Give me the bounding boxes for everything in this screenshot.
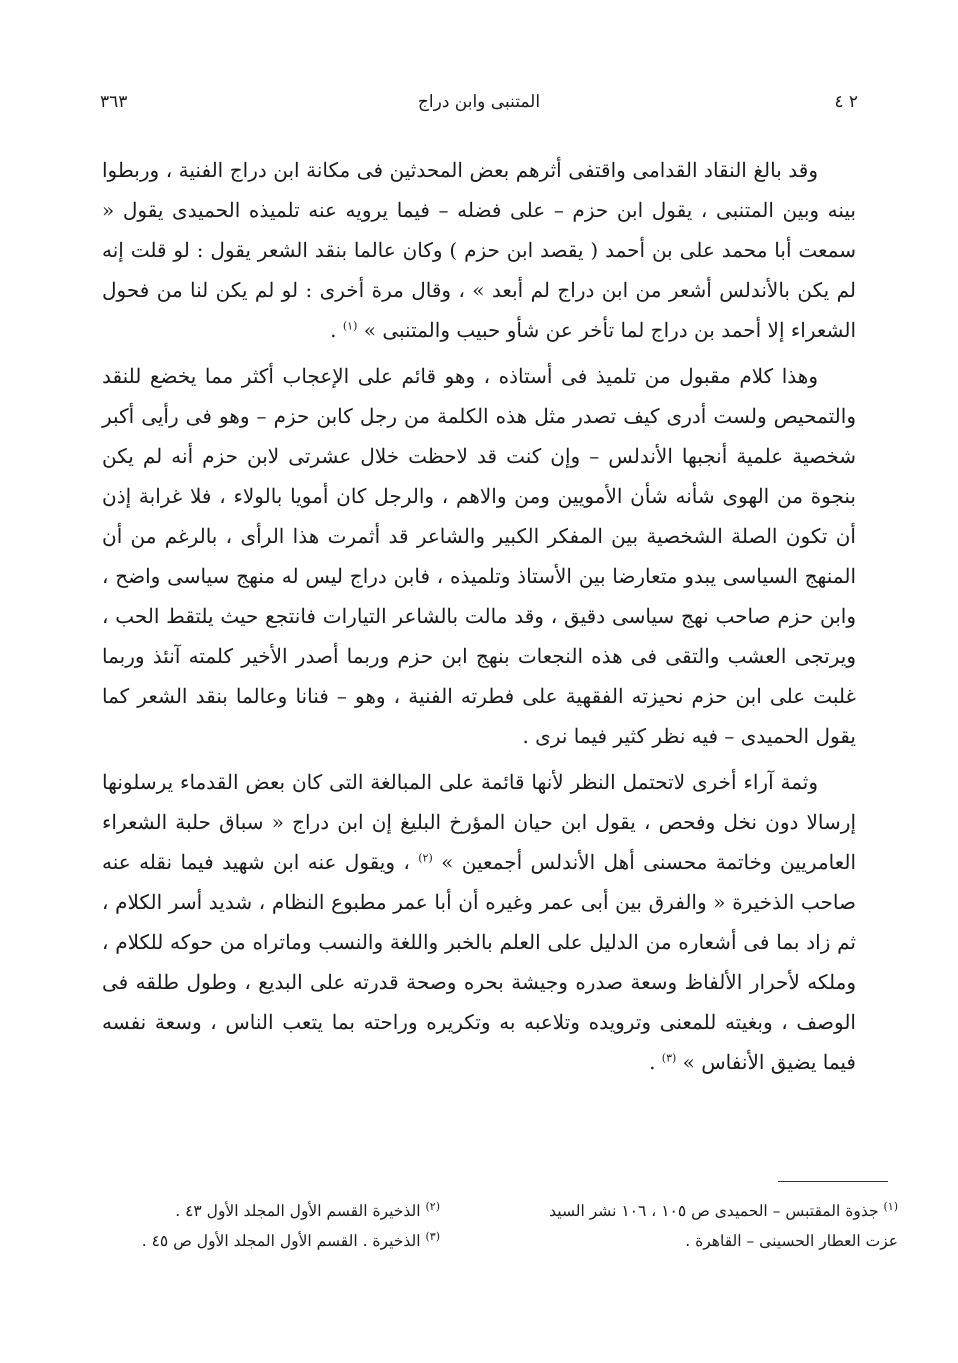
- footnote-ref-3: (٣): [661, 1051, 677, 1065]
- footnote-3-ref: (٣): [425, 1229, 440, 1243]
- running-title: المتنبى وابن دراج: [417, 92, 541, 112]
- footnote-2: [110, 1196, 440, 1226]
- page-header: [100, 92, 858, 124]
- paragraph-1-text: وقد بالغ النقاد القدامى واقتفى أثرهم بعض المحدثين فى مكانة ابن دراج الفنية ، وربطوا بينه وبين المتنبى ، يقول ابن حزم – على فضله – فيما يرويه عنه تلميذه الحميدى يقول « سمعت أبا محمد على بن أحمد ( يقصد ابن حزم ) وكان عالما بنقد الشعر يقول : لو قلت إنه لم يكن بالأندلس أشعر من ابن دراج لم أبعد » ، وقال مرة أخرى : لو لم يكن لنا من فحول الشعراء إلا أحمد بن دراج لما تأخر عن شأو حبيب والمتنبى »: [102, 158, 856, 342]
- main-text: [102, 150, 856, 1088]
- page-marker: ٢ ٤: [834, 92, 858, 112]
- paragraph-2-text: وهذا كلام مقبول من تلميذ فى أستاذه ، وهو قائم على الإعجاب أكثر مما يخضع للنقد والتمحيص ولست أدرى كيف تصدر مثل هذه الكلمة من رجل كابن حزم – وهو فى رأيى أكبر شخصية علمية أنجبها الأندلس – وإن كنت قد لاحظت خلال عشرتى لابن حزم أنه لم يكن بنجوة من الهوى شأنه شأن الأمويين ومن والاهم ، والرجل كان أمويا بالولاء ، فلا غرابة إذن أن تكون الصلة الشخصية بين المفكر الكبير والشاعر قد أثمرت هذا الرأى ، بالرغم من أن المنهج السياسى يبدو متعارضا بين الأستاذ وتلميذه ، فابن دراج ليس له منهج سياسى واضح ، وابن حزم صاحب نهج سياسى دقيق ، وقد مالت بالشاعر التيارات فانتجع حيث يلتقط الحب ، ويرتجى العشب والتقى فى هذه النجعات بنهج ابن حزم وربما أصدر الأخير كلمته آنئذ وربما غلبت على ابن حزم نحيزته الفقهية على فطرته الفنية ، وهو – فنانا وعالما بنقد الشعر كما يقول الحميدى – فيه نظر كثير فيما نرى .: [102, 364, 856, 748]
- paragraph-3: [102, 762, 856, 1082]
- footnote-ref-2: (٢): [418, 851, 433, 865]
- paragraph-3-text-a: وثمة آراء أخرى لاتحتمل النظر لأنها قائمة على المبالغة التى كان بعض القدماء يرسلونها إرسالا دون نخل وفحص ، يقول ابن حيان المؤرخ البليغ إن ابن دراج « سباق حلبة الشعراء العامريين وخاتمة محسنى أهل الأندلس أجمعين »: [102, 770, 857, 874]
- paragraph-1-end: .: [330, 318, 337, 342]
- paragraph-3-end: .: [649, 1050, 656, 1074]
- footnote-ref-1: (١): [342, 319, 358, 333]
- footnotes-left-column: [110, 1196, 440, 1256]
- footnote-3-text: الذخيرة . القسم الأول المجلد الأول ص ٤٥ .: [141, 1232, 421, 1250]
- footnote-2-text: الذخيرة القسم الأول المجلد الأول ٤٣ .: [175, 1202, 421, 1220]
- paragraph-1: [102, 150, 856, 350]
- paragraph-2: [102, 356, 856, 756]
- footnote-1: [538, 1196, 898, 1256]
- footnote-2-ref: (٢): [425, 1199, 440, 1213]
- footnote-1-line-1: [538, 1196, 898, 1226]
- paragraph-3-text-b: ، ويقول عنه ابن شهيد فيما نقله عنه صاحب الذخيرة « والفرق بين أبى عمر وغيره أن أبا عمر مطبوع النظام ، شديد أسر الكلام ، ثم زاد بما فى أشعاره من الدليل على العلم بالخبر واللغة والنسب وماتراه من حوكه للكلام ، وملكه لأحرار الألفاظ وسعة صدره وجيشة بحره وصحة قدرته على البديع ، وطول طلقه فى الوصف ، وبغيته للمعنى وترويده وتلاعبه به وتكريره وراحته بما يتعب الناس ، وسعة نفسه فيما يضيق الأنفاس »: [102, 850, 856, 1074]
- footnote-1-ref: (١): [883, 1199, 898, 1213]
- footnote-1-line-2: عزت العطار الحسينى – القاهرة .: [685, 1232, 898, 1250]
- footnote-divider: [778, 1181, 888, 1182]
- footnote-1-text: جذوة المقتبس – الحميدى ص ١٠٥ ، ١٠٦ نشر السيد: [549, 1202, 879, 1220]
- page-number: ٣٦٣: [100, 92, 128, 112]
- footnote-3: [110, 1226, 440, 1256]
